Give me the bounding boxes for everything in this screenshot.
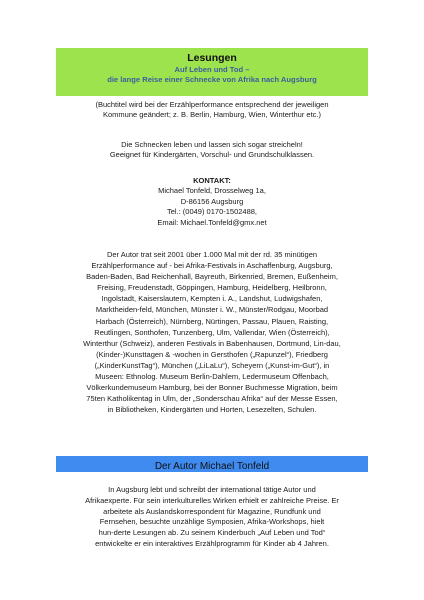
text-line: Winterthur (Schweiz), anderen Festivals in Babenhausen, Dortmund, Lin-dau, bbox=[83, 338, 341, 348]
text-line: entwickelte er ein interaktives Erzählprogramm für Kinder ab 4 Jahren. bbox=[95, 538, 329, 548]
text-line: („KinderKunstTag“), München („LiLaLu“), Scheyern („Kunst-im-Gut“), in bbox=[94, 360, 330, 370]
note-line: Kommune geändert; z. B. Berlin, Hamburg, Wien, Winterthur etc.) bbox=[102, 110, 321, 120]
info-paragraph bbox=[40, 140, 384, 161]
text-line: (Kinder-)Kunsttagen & -wochen in Gersthofen („Rapunzel“), Friedberg bbox=[96, 349, 328, 359]
contact-email: Email: Michael.Tonfeld@gmx.net bbox=[157, 217, 267, 227]
note-paragraph bbox=[40, 100, 384, 121]
text-line: Reutlingen, Sonthofen, Tunzenberg, Ulm, Vallendar, Wien (Österreich), bbox=[94, 327, 330, 337]
text-line: Der Autor trat seit 2001 über 1.000 Mal mit der rd. 35 minütigen bbox=[106, 250, 318, 259]
contact-block bbox=[40, 176, 384, 228]
info-line: Geeignet für Kindergärten, Vorschul- und Grundschulklassen. bbox=[109, 150, 315, 160]
author-paragraph bbox=[40, 485, 384, 550]
note-line: (Buchtitel wird bei der Erzählperformance entsprechend der jeweiligen bbox=[95, 100, 329, 109]
subtitle-line-2: die lange Reise einer Schnecke von Afrika nach Augsburg bbox=[107, 75, 317, 84]
info-line: Die Schnecken leben und lassen sich sogar streicheln! bbox=[121, 140, 303, 149]
contact-line: D-86156 Augsburg bbox=[180, 196, 244, 206]
text-line: 75ten Katholikentag in Ulm, der „Sonderschau Afrika“ auf der Messe Essen, bbox=[86, 394, 338, 404]
text-line: Afrikaexperte. Für sein interkulturelles Wirken erhielt er zahlreiche Preise. Er bbox=[85, 495, 339, 505]
contact-line: Tel.: (0049) 0170-1502488, bbox=[166, 207, 258, 217]
text-line: Marktheiden-feld, München, Münster i. W., Münster/Rodgau, Moorbad bbox=[95, 305, 329, 315]
text-line: Erzählperformance auf - bei Afrika-Festivals in Aschaffenburg, Augsburg, bbox=[91, 261, 333, 271]
section-banner bbox=[56, 456, 368, 472]
subtitle-line-1: Auf Leben und Tod – bbox=[174, 65, 250, 74]
text-line: hun-derte Lesungen ab. Zu seinem Kinderbuch „Auf Leben und Tod“ bbox=[98, 528, 326, 538]
text-line: In Augsburg lebt und schreibt der international tätige Autor und bbox=[108, 485, 316, 494]
contact-heading: KONTAKT: bbox=[193, 176, 231, 185]
text-line: Freising, Freudenstadt, Göppingen, Hamburg, Heidelberg, Heilbronn, bbox=[97, 283, 327, 293]
text-line: Fernsehen, besuchte unzählige Symposien, Afrika-Workshops, hielt bbox=[99, 517, 325, 527]
page-title: Lesungen bbox=[187, 52, 237, 64]
text-line: Ingolstadt, Kaiserslautern, Kempten i. A., Landshut, Ludwigshafen, bbox=[101, 294, 323, 304]
text-line: Museen: Ethnolog. Museum Berlin-Dahlem, Ledermuseum Offenbach, bbox=[95, 372, 329, 382]
text-line: Harbach (Österreich), Nürnberg, Nürtingen, Passau, Plauen, Raisting, bbox=[95, 316, 329, 326]
title-banner bbox=[56, 48, 368, 96]
text-line: Baden-Baden, Bad Reichenhall, Bayreuth, Birkenried, Bremen, Eußenheim, bbox=[86, 272, 338, 282]
text-line: arbeitete als Auslandskorrespondent für Magazine, Rundfunk und bbox=[103, 506, 321, 516]
text-line: Völkerkundemuseum Hamburg, bei der Bonner Buchmesse Migration, beim bbox=[86, 383, 338, 393]
contact-line: Michael Tonfeld, Drosselweg 1a, bbox=[158, 186, 266, 196]
section-title: Der Autor Michael Tonfeld bbox=[154, 461, 270, 472]
performances-paragraph bbox=[40, 249, 384, 415]
text-line: in Bibliotheken, Kindergärten und Horten, Lesezelten, Schulen. bbox=[107, 405, 317, 415]
